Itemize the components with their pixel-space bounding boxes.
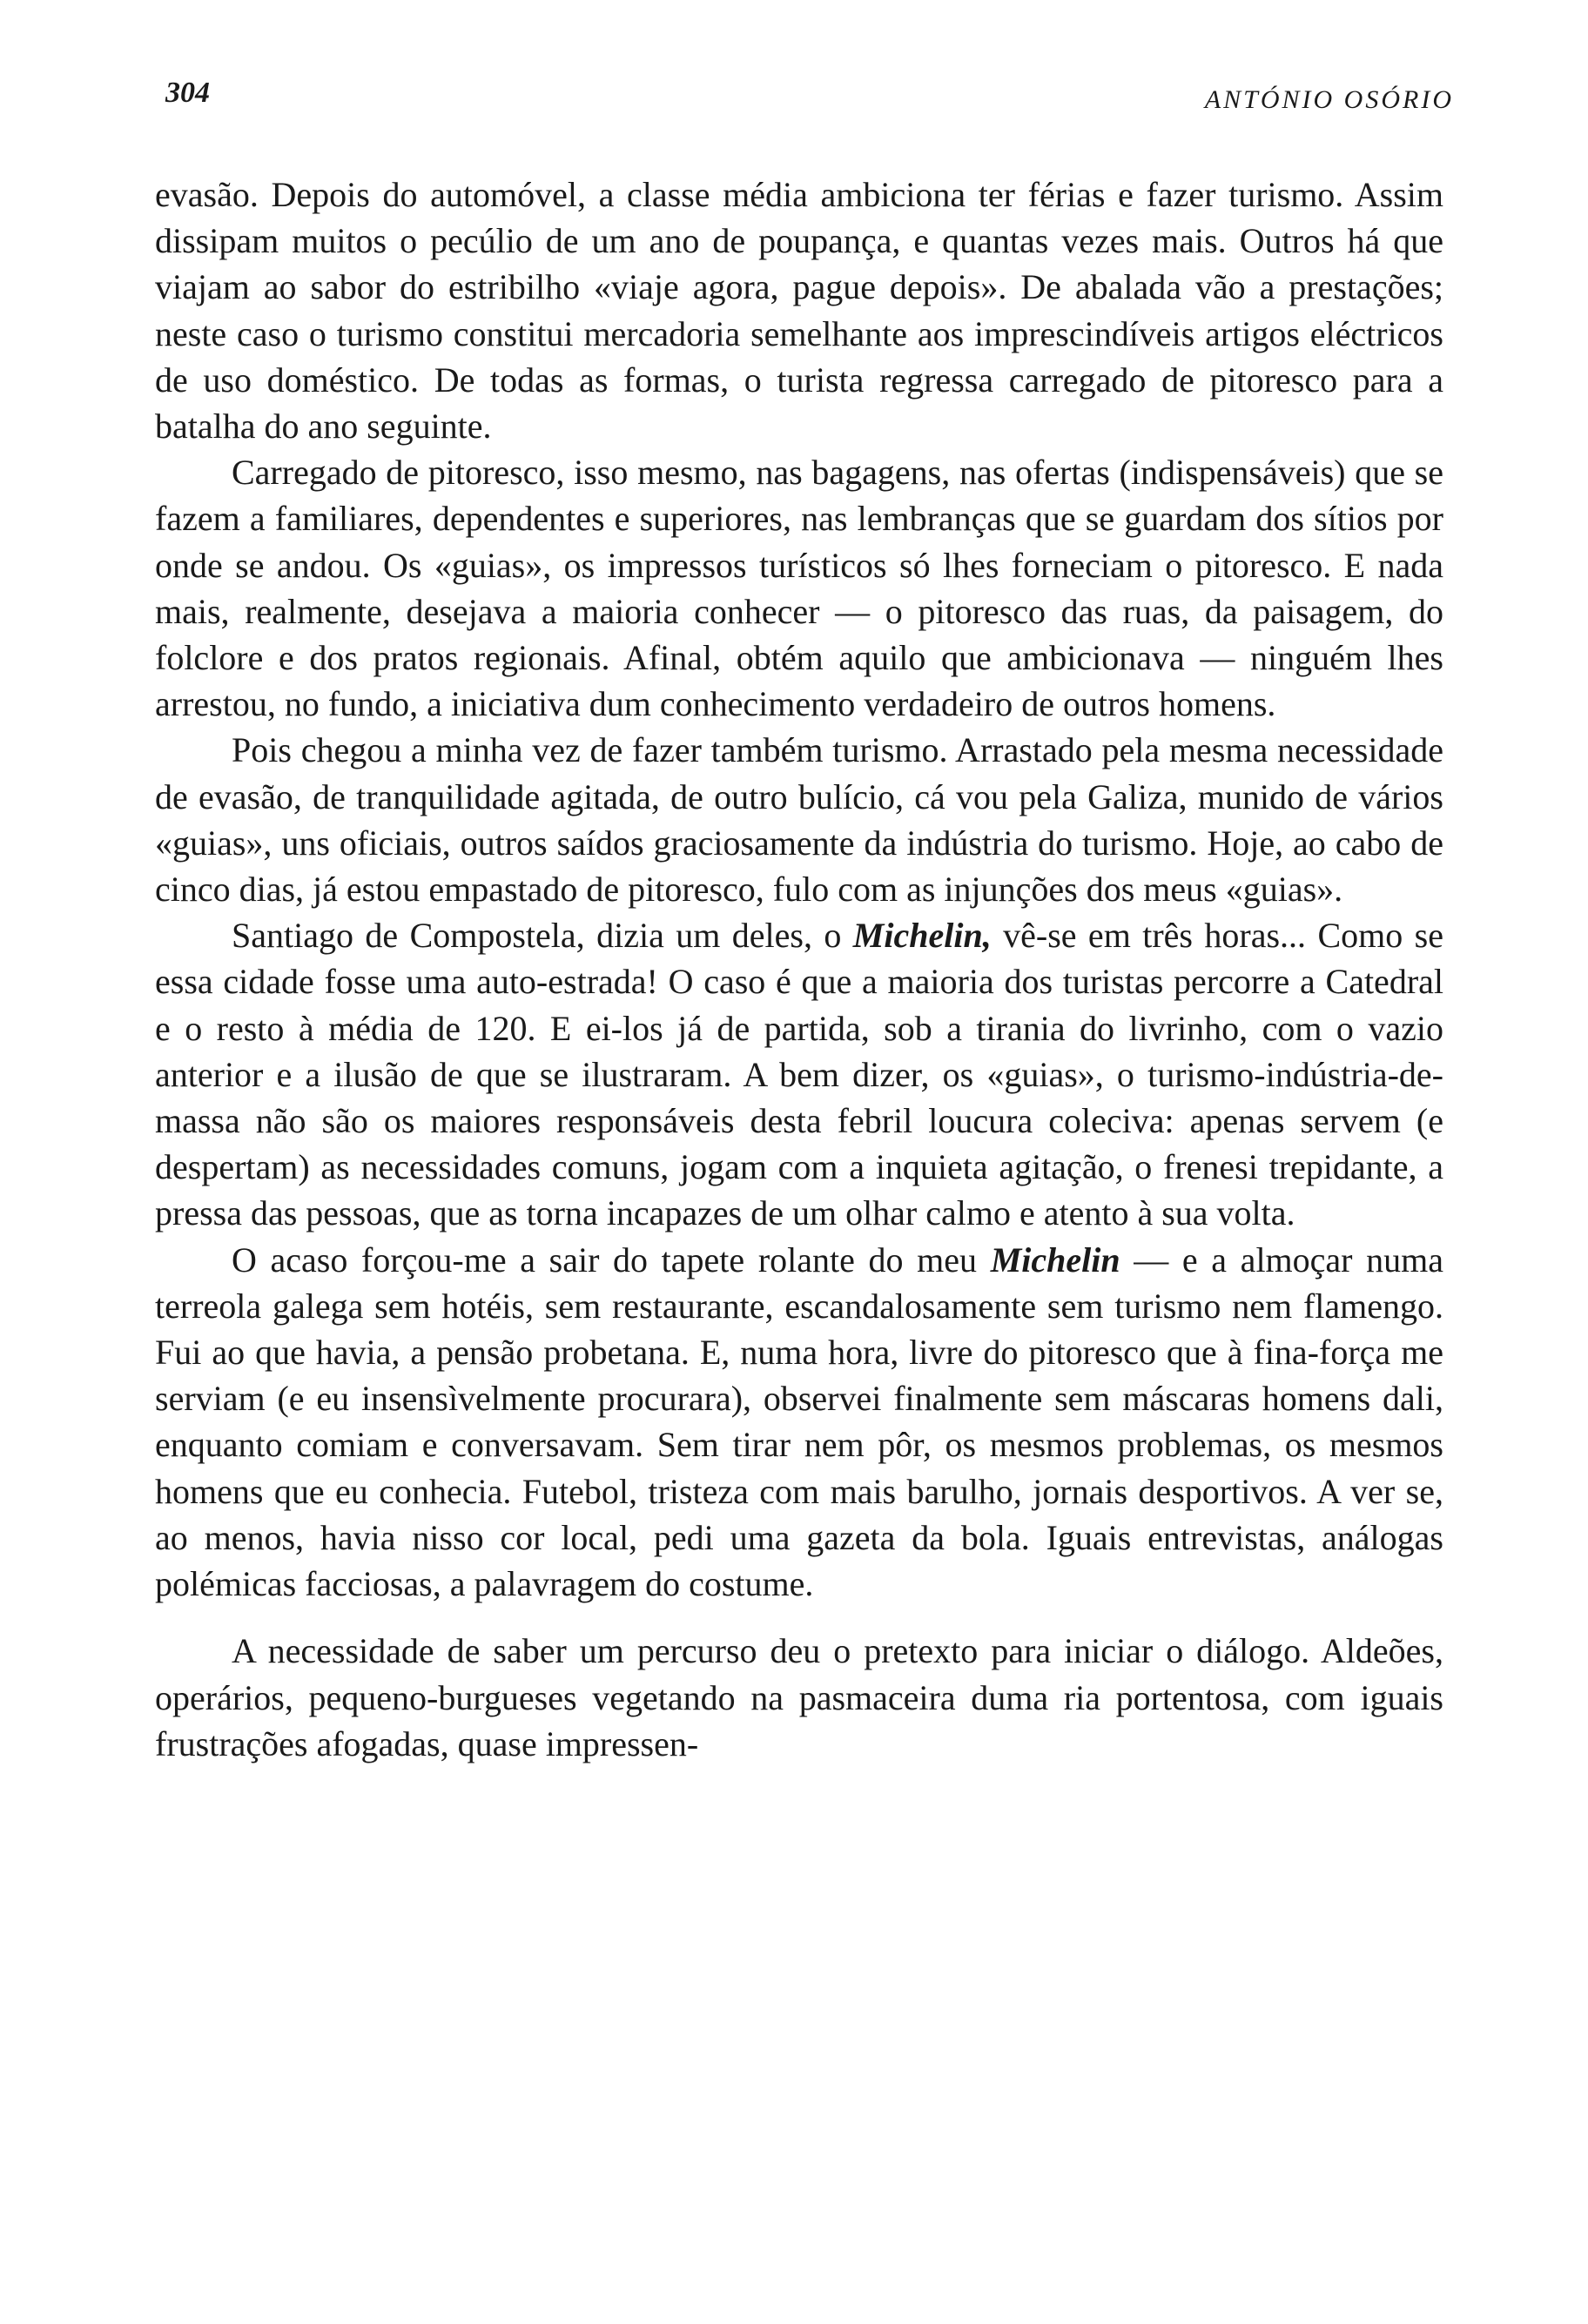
paragraph-6: [155, 1628, 1443, 1767]
paragraph-text: O acaso forçou-me a sair do tapete rolante do meu: [232, 1239, 991, 1280]
paragraph-5: [155, 1237, 1443, 1608]
paragraph-text: A necessidade de saber um percurso deu o pretexto para iniciar o diálogo. Aldeões, operários, pequeno-burgueses vegetando na pasmaceira duma ria portentosa, com iguais frustrações afogadas, quase impressen-: [155, 1631, 1443, 1763]
paragraph-2: [155, 449, 1443, 727]
paragraph-text: — e a almoçar numa terreola galega sem hotéis, sem restaurante, escandalosamente sem turismo nem flamengo. Fui ao que havia, a pensão probetana. E, numa hora, livre do pitoresco que à fina-força me serviam (e eu insensìvelmente procurara), observei finalmente sem máscaras homens dali, enquanto comiam e conversavam. Sem tirar nem pôr, os mesmos problemas, os mesmos homens que eu conhecia. Futebol, tristeza com mais barulho, jornais desportivos. A ver se, ao menos, havia nisso cor local, pedi uma gazeta da bola. Iguais entrevistas, análogas polémicas facciosas, a palavragem do costume.: [155, 1239, 1444, 1604]
paragraph-text: vê-se em três horas... Como se essa cidade fosse uma auto-estrada! O caso é que a maioria dos turistas percorre a Catedral e o resto à média de 120. E ei-los já de partida, sob a tirania do livrinho, com o vazio anterior e a ilusão de que se ilustraram. A bem dizer, os «guias», o turismo-indústria-de-massa não são os maiores responsáveis desta febril loucura coleciva: apenas servem (e despertam) as necessidades comuns, jogam com a inquieta agitação, o frenesi trepidante, a pressa das pessoas, que as torna incapazes de um olhar calmo e atento à sua volta.: [155, 916, 1443, 1233]
paragraph-text: Pois chegou a minha vez de fazer também turismo. Arrastado pela mesma necessidade de evasão, de tranquilidade agitada, de outro bulício, cá vou pela Galiza, munido de vários «guias», uns oficiais, outros saídos graciosamente da indústria do turismo. Hoje, ao cabo de cinco dias, já estou empastado de pitoresco, fulo com as injunções dos meus «guias».: [155, 730, 1443, 910]
running-head-author: ANTÓNIO OSÓRIO: [1204, 85, 1454, 114]
page-header: [165, 77, 1454, 129]
paragraph-3: [155, 727, 1443, 912]
paragraph-text: Santiago de Compostela, dizia um deles, o: [232, 916, 853, 956]
body-text: [155, 171, 1443, 1767]
italic-michelin: Michelin,: [852, 916, 992, 956]
paragraph-4: [155, 912, 1443, 1236]
italic-michelin: Michelin: [990, 1239, 1120, 1280]
paragraph-text: evasão. Depois do automóvel, a classe média ambiciona ter férias e fazer turismo. Assim dissipam muitos o pecúlio de um ano de poupança, e quantas vezes mais. Outros há que viajam ao sabor do estribilho «viaje agora, pague depois». De abalada vão a prestações; neste caso o turismo constitui mercadoria semelhante aos imprescindíveis artigos eléctricos de uso doméstico. De todas as formas, o turista regressa carregado de pitoresco para a batalha do ano seguinte.: [155, 175, 1443, 447]
paragraph-text: Carregado de pitoresco, isso mesmo, nas bagagens, nas ofertas (indispensáveis) que se fazem a familiares, dependentes e superiores, nas lembranças que se guardam dos sítios por onde se andou. Os «guias», os impressos turísticos só lhes forneciam o pitoresco. E nada mais, realmente, desejava a maioria conhecer — o pitoresco das ruas, da paisagem, do folclore e dos pratos regionais. Afinal, obtém aquilo que ambicionava — ninguém lhes arrestou, no fundo, a iniciativa dum conhecimento verdadeiro de outros homens.: [155, 453, 1443, 724]
page-number: 304: [165, 77, 210, 109]
paragraph-1: [155, 171, 1443, 449]
